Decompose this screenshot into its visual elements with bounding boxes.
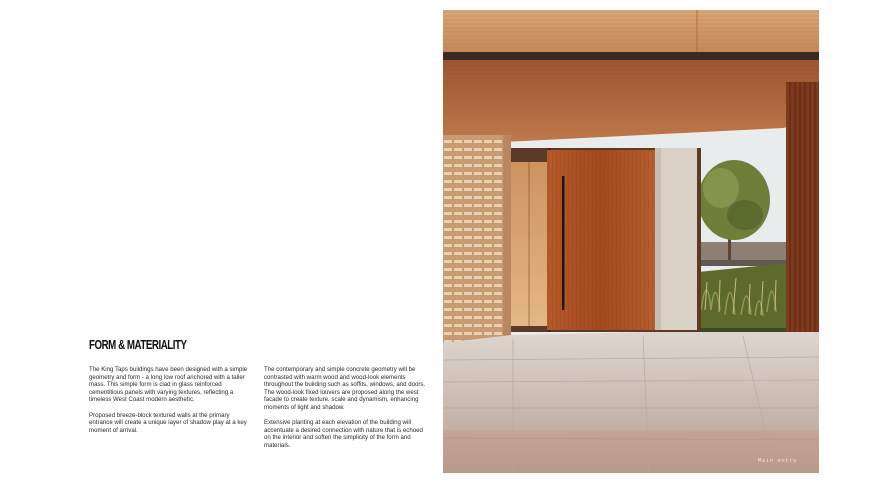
text-column-right xyxy=(264,366,426,457)
paragraph: The King Taps buildings have been designed with a simple geometry and form - a long low roof anchored with a taller mass. This simple form is clad in glass reinforced cementitious panels with varying textures, reflecting a timeless West Coast modern aesthetic. xyxy=(89,366,248,404)
section-heading: FORM & MATERIALITY xyxy=(89,338,187,352)
paragraph: The contemporary and simple concrete geometry will be contrasted with warm wood and wood-look elements throughout the building such as soffits, windows, and doors. The wood-look fixed louvers are proposed along the west facade to create texture, scale and dynamism, enhancing moments of light and shadow. xyxy=(264,366,426,411)
concrete-pier xyxy=(655,148,697,330)
paragraph: Extensive planting at each elevation of the building will accentuate a desired connection with nature that is echoed on the interior and soften the simplicity of the form and materials. xyxy=(264,419,423,449)
entry-rendering xyxy=(443,10,819,473)
paragraph: Proposed breeze-block textured walls at the primary entrance will create a unique layer of shadow play at a key moment of arrival. xyxy=(89,411,247,434)
photo-caption: Main entry xyxy=(757,458,797,464)
text-column-left xyxy=(89,366,251,442)
breeze-block-wall xyxy=(443,135,511,343)
door-handle xyxy=(562,176,564,310)
